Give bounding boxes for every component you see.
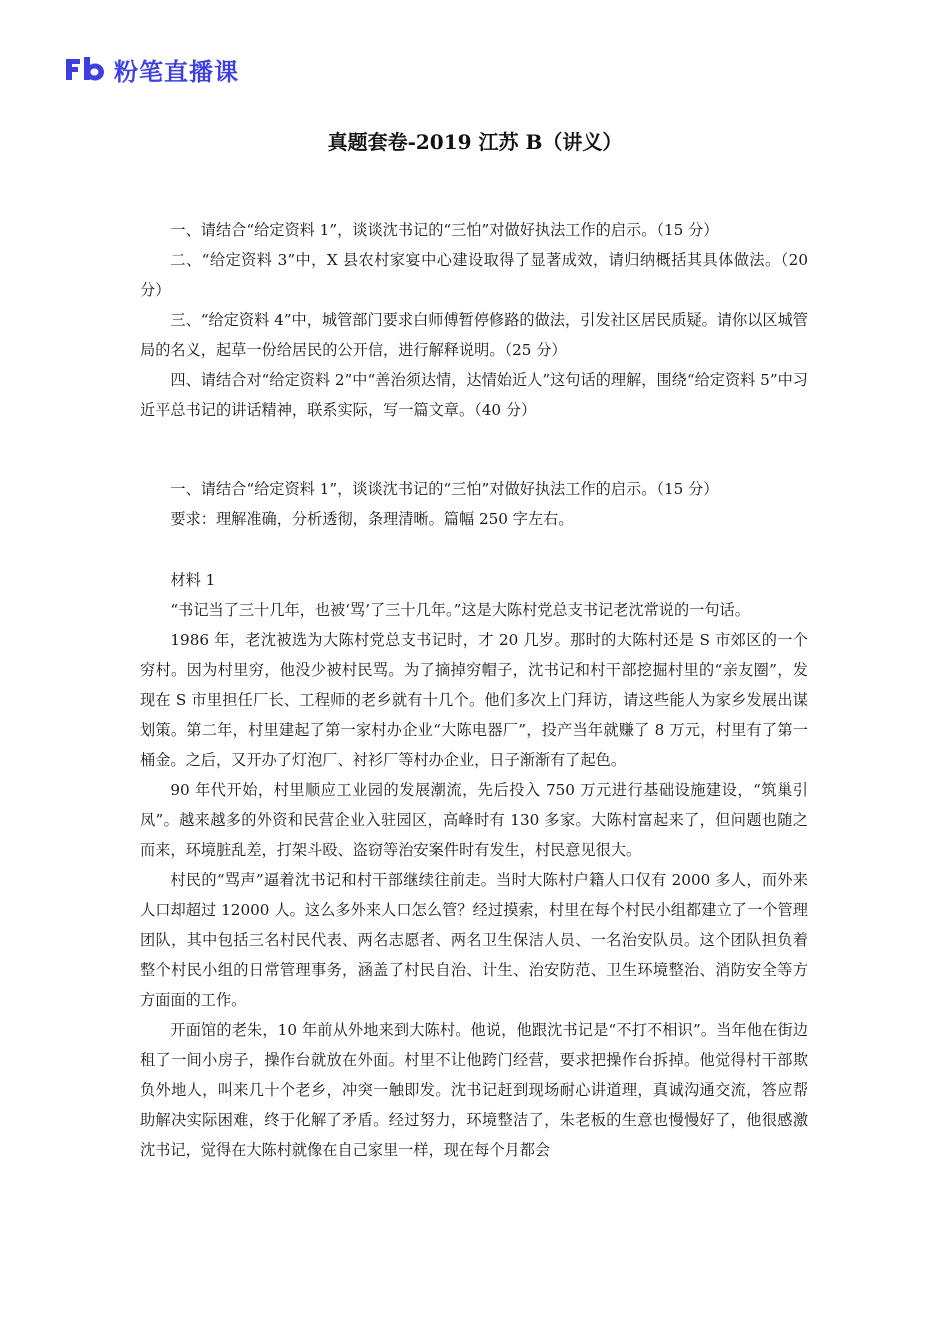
brand-name: 粉笔直播课 (114, 57, 239, 86)
question-one-requirement: 要求：理解准确，分析透彻，条理清晰。篇幅 250 字左右。 (170, 510, 574, 528)
material-section (140, 565, 808, 1165)
material-heading: 材料 1 (170, 571, 216, 589)
page-title: 真题套卷-2019 江苏 B（讲义） (327, 130, 623, 154)
question-item: 一、请结合“给定资料 1”，谈谈沈书记的“三怕”对做好执法工作的启示。（15 分） (170, 221, 719, 239)
material-paragraph: 1986 年，老沈被选为大陈村党总支书记时，才 20 几岁。那时的大陈村还是 S 市郊区的一个穷村。因为村里穷，他没少被村民骂。为了摘掉穷帽子，沈书记和村干部挖掘村里的“亲友圈”，发现在 S 市里担任厂长、工程师的老乡就有十几个。他们多次上门拜访，请这些能人为家乡发展出谋划策。第二年，村里建起了第一家村办企业“大陈电器厂”，投产当年就赚了 8 万元，村里有了第一桶金。之后，又开办了灯泡厂、衬衫厂等村办企业，日子渐渐有了起色。 (140, 631, 808, 769)
brand-logo (64, 52, 239, 86)
question-one-prompt: 一、请结合“给定资料 1”，谈谈沈书记的“三怕”对做好执法工作的启示。（15 分） (170, 480, 719, 498)
question-list (140, 215, 808, 425)
material-paragraph: 开面馆的老朱，10 年前从外地来到大陈村。他说，他跟沈书记是“不打不相识”。当年他在街边租了一间小房子，操作台就放在外面。村里不让他跨门经营，要求把操作台拆掉。他觉得村干部欺负外地人，叫来几十个老乡，冲突一触即发。沈书记赶到现场耐心讲道理，真诚沟通交流，答应帮助解决实际困难，终于化解了矛盾。经过努力，环境整洁了，朱老板的生意也慢慢好了，他很感激沈书记，觉得在大陈村就像在自己家里一样，现在每个月都会 (140, 1021, 808, 1159)
question-item: 二、“给定资料 3”中，X 县农村家宴中心建设取得了显著成效，请归纳概括其具体做法。（20 分） (140, 251, 808, 299)
material-paragraph: 村民的“骂声”逼着沈书记和村干部继续往前走。当时大陈村户籍人口仅有 2000 多人，而外来人口却超过 12000 人。这么多外来人口怎么管？经过摸索，村里在每个村民小组都建立了一个管理团队，其中包括三名村民代表、两名志愿者、两名卫生保洁人员、一名治安队员。这个团队担负着整个村民小组的日常管理事务，涵盖了村民自治、计生、治安防范、卫生环境整治、消防安全等方方面面的工作。 (140, 871, 808, 1009)
question-one-section (140, 474, 808, 534)
question-item: 三、“给定资料 4”中，城管部门要求白师傅暂停修路的做法，引发社区居民质疑。请你以区城管局的名义，起草一份给居民的公开信，进行解释说明。（25 分） (140, 311, 808, 359)
fb-logo-icon (64, 55, 106, 83)
question-item: 四、请结合对“给定资料 2”中“善治须达情，达情始近人”这句话的理解，围绕“给定资料 5”中习近平总书记的讲话精神，联系实际，写一篇文章。（40 分） (140, 371, 808, 419)
material-paragraph: 90 年代开始，村里顺应工业园的发展潮流，先后投入 750 万元进行基础设施建设，“筑巢引凤”。越来越多的外资和民营企业入驻园区，高峰时有 130 多家。大陈村富起来了，但问题也随之而来，环境脏乱差，打架斗殴、盗窃等治安案件时有发生，村民意见很大。 (140, 781, 808, 859)
material-paragraph: “书记当了三十几年，也被‘骂’了三十几年。”这是大陈村党总支书记老沈常说的一句话。 (170, 601, 750, 619)
